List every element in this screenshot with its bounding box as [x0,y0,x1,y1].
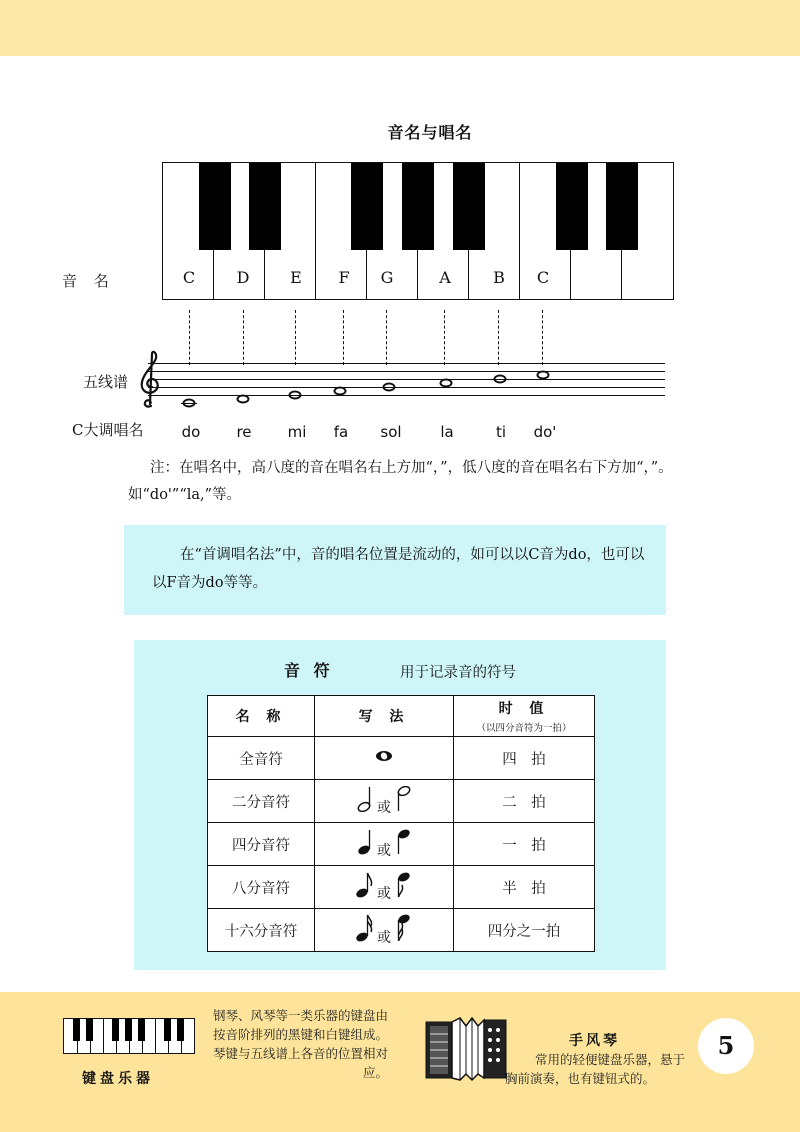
table-header-row [208,696,595,737]
ledger-line [181,403,197,404]
keyboard-instruments-text: 钢琴、风琴等一类乐器的键盘由按音阶排列的黑键和白键组成。琴键与五线谱上各音的位置相对应。 [212,1008,388,1080]
solfege-syllable: do' [533,423,557,441]
key-label: C [536,268,550,287]
staff-line [148,395,665,396]
table-row [208,780,595,823]
table-row [208,909,595,952]
staff-note [237,395,250,404]
whole-note-icon [375,750,393,762]
header-notation: 写 法 [315,696,454,737]
key-label: A [439,268,451,287]
row-duration: 一 拍 [454,823,595,866]
quarter-note-stem-down-icon [395,829,411,855]
page-number: 5 [698,1018,754,1074]
solfege-syllable: fa [333,423,349,441]
solfege-syllable: re [236,423,252,441]
page-title: 音名与唱名 [387,123,473,142]
connector-line [498,310,499,365]
staff-note [289,391,302,400]
row-notation [315,737,454,780]
top-band [0,0,800,56]
black-key [453,163,485,250]
row-name: 十六分音符 [208,909,315,952]
half-note-stem-down-icon [395,786,411,812]
quarter-note-stem-up-icon [357,829,373,855]
octave-note: 注：在唱名中，高八度的音在唱名右上方加“，”，低八度的音在唱名右下方加“，”。如“do'”“la,”等。 [128,460,673,503]
table-row [208,737,595,780]
eighth-note-stem-up-icon [355,872,373,898]
row-duration: 四分之一拍 [454,909,595,952]
row-notation: 或 [315,780,454,823]
key-label: C [182,268,196,287]
staff-note [383,383,396,392]
solfege-syllable: la [440,423,454,441]
staff-label: 五线谱 [83,373,129,391]
note-names-label: 音 名 [62,272,115,290]
row-name: 八分音符 [208,866,315,909]
staff-line [148,387,665,388]
black-key [606,163,638,250]
solfege-syllable: ti [495,423,507,441]
table-row [208,866,595,909]
staff-line [148,371,665,372]
connector-line [386,310,387,365]
keyboard-instruments-label: 键盘乐器 [82,1071,154,1087]
eighth-note-stem-down-icon [395,872,413,898]
staff-line [148,363,665,364]
row-duration: 四 拍 [454,737,595,780]
row-name: 全音符 [208,737,315,780]
connector-line [243,310,244,365]
accordion-icon [422,1012,512,1084]
row-name: 四分音符 [208,823,315,866]
connector-line [542,310,543,365]
note-values-subtitle: 用于记录音的符号 [400,665,516,681]
key-label: D [236,268,250,287]
note-values-title: 音 符 [284,661,334,680]
row-notation: 或 [315,866,454,909]
connector-line [444,310,445,365]
table-row [208,823,595,866]
header-duration: 时 值 （以四分音符为一拍） [454,696,595,737]
accordion-text: 常用的轻便键盘乐器，悬于胸前演奏，也有键钮式的。 [505,1052,686,1086]
movable-do-text: 在“首调唱名法”中，音的唱名位置是流动的，如可以以C音为do，也可以以F音为do等等。 [152,547,645,591]
black-key [556,163,588,250]
row-notation: 或 [315,823,454,866]
staff-note [494,375,507,384]
sixteenth-note-stem-up-icon [355,914,373,942]
solfege-row-label: C大调唱名 [72,421,144,439]
key-label: G [380,268,394,287]
staff-note [440,379,453,388]
piano-keyboard [162,162,674,300]
half-note-stem-up-icon [357,786,373,812]
key-label: E [290,268,302,287]
note-values-table [207,695,595,952]
accordion-title: 手风琴 [569,1033,620,1049]
black-key [249,163,281,250]
connector-line [295,310,296,365]
staff-note [334,387,347,396]
key-label: B [493,268,505,287]
row-notation: 或 [315,909,454,952]
key-label: F [338,268,350,287]
row-duration: 二 拍 [454,780,595,823]
solfege-syllable: mi [287,423,307,441]
solfege-syllable: do [181,423,201,441]
sixteenth-note-stem-down-icon [395,914,413,942]
solfege-syllable: sol [380,423,402,441]
keyboard-icon [63,1018,195,1054]
connector-line [189,310,190,365]
row-name: 二分音符 [208,780,315,823]
connector-line [343,310,344,365]
staff-note [537,371,550,380]
black-key [351,163,383,250]
treble-clef-icon [136,350,164,410]
black-key [402,163,434,250]
header-name: 名 称 [208,696,315,737]
row-duration: 半 拍 [454,866,595,909]
movable-do-box [124,525,666,615]
black-key [199,163,231,250]
staff-line [148,379,665,380]
